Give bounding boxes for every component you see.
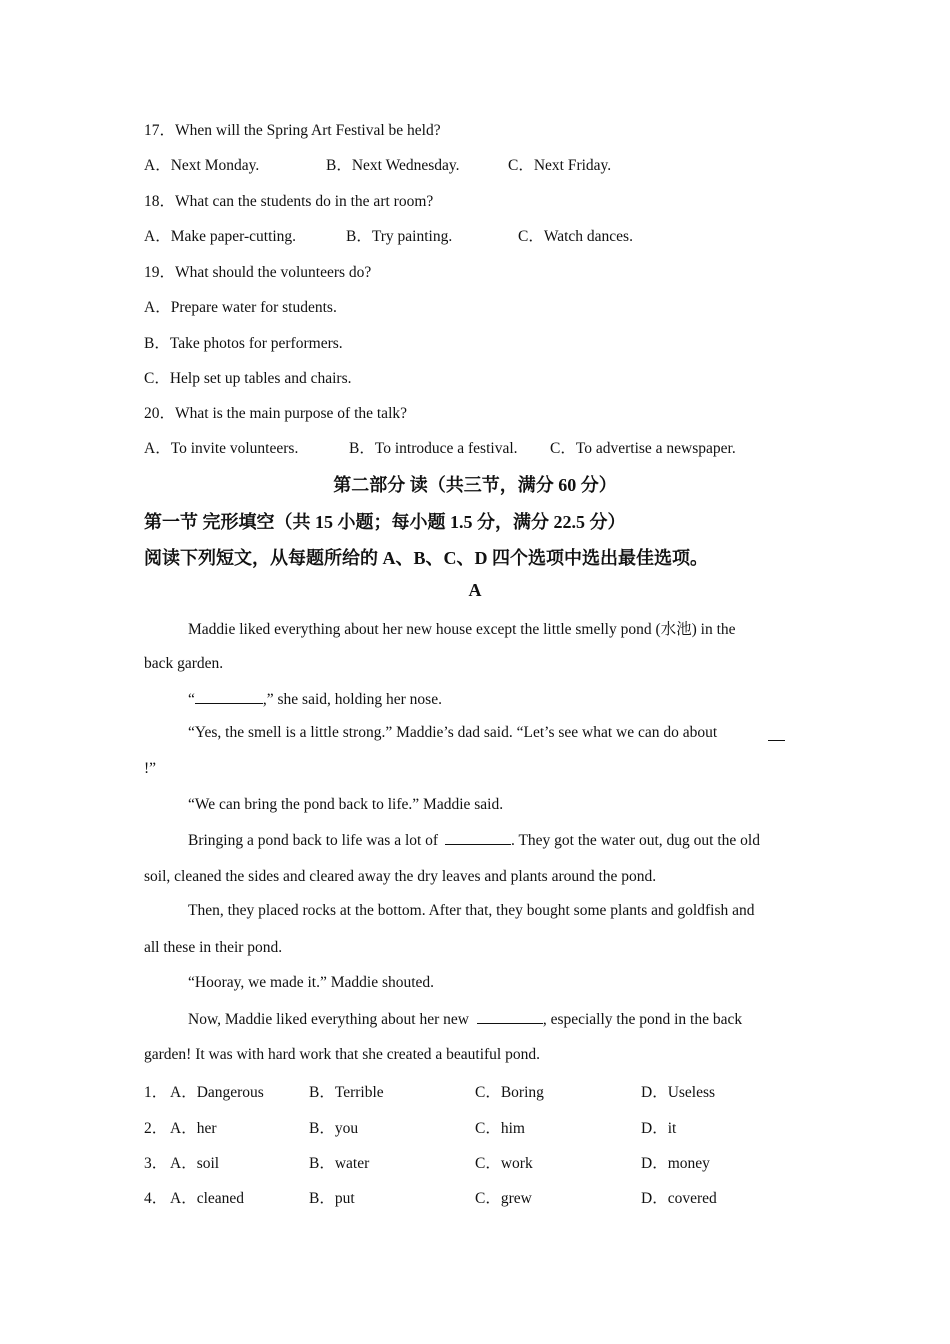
q18-option-a: A．Make paper-cutting. (144, 228, 297, 245)
blank-4 (477, 1009, 543, 1024)
cloze-4-option-d: D．covered (641, 1190, 717, 1207)
passage-p5-line2: soil, cleaned the sides and cleared away the dry leaves and plants around the pond. (144, 868, 657, 885)
cloze-3-number: 3． (144, 1155, 168, 1172)
passage-label: A (468, 580, 482, 600)
cloze-1-option-c: C．Boring (475, 1084, 544, 1101)
question-20: 20．What is the main purpose of the talk? (144, 405, 408, 422)
q19-option-c: C．Help set up tables and chairs. (144, 370, 352, 387)
cloze-3-option-d: D．money (641, 1155, 710, 1172)
passage-p7: “Hooray, we made it.” Maddie shouted. (188, 974, 435, 991)
q20-option-b: B．To introduce a festival. (349, 440, 518, 457)
passage-p6-line1: Then, they placed rocks at the bottom. After that, they bought some plants and goldfish and (188, 902, 755, 919)
cloze-3-option-c: C．work (475, 1155, 533, 1172)
p2-open-quote: “ (188, 691, 195, 708)
q18-option-c: C．Watch dances. (518, 228, 633, 245)
p8-pre: Now, Maddie liked everything about her new (188, 1011, 469, 1028)
cloze-2-option-a: A．her (170, 1120, 217, 1137)
blank-2 (768, 726, 785, 741)
passage-p4: “We can bring the pond back to life.” Maddie said. (188, 796, 504, 813)
p8-post: , especially the pond in the back (542, 1011, 743, 1028)
passage-p5 (188, 830, 760, 850)
q20-option-a: A．To invite volunteers. (144, 440, 299, 457)
cloze-2-option-b: B．you (309, 1120, 359, 1137)
instruction-text: 阅读下列短文，从每题所给的 A、B、C、D 四个选项中选出最佳选项。 (144, 548, 708, 568)
cloze-1-option-d: D．Useless (641, 1084, 716, 1101)
passage-p1-line2: back garden. (144, 655, 224, 672)
cloze-1-number: 1． (144, 1084, 168, 1101)
cloze-2-option-c: C．him (475, 1120, 525, 1137)
passage-p8 (188, 1009, 742, 1029)
cloze-4-option-b: B．put (309, 1190, 355, 1207)
question-18: 18．What can the students do in the art room? (144, 193, 434, 210)
q17-option-c: C．Next Friday. (508, 157, 612, 174)
section1-heading: 第一节 完形填空（共 15 小题；每小题 1.5 分，满分 22.5 分） (144, 512, 626, 532)
cloze-3-option-a: A．soil (170, 1155, 220, 1172)
q19-option-b: B．Take photos for performers. (144, 335, 343, 352)
blank-3 (445, 830, 511, 845)
question-17: 17．When will the Spring Art Festival be held? (144, 122, 441, 139)
p2-rest: ,” she said, holding her nose. (262, 691, 442, 708)
cloze-2-option-d: D．it (641, 1120, 677, 1137)
q20-option-c: C．To advertise a newspaper. (550, 440, 736, 457)
question-19: 19．What should the volunteers do? (144, 264, 372, 281)
passage-p1-line1: Maddie liked everything about her new house except the little smelly pond (水池) in the (188, 621, 736, 638)
q18-option-b: B．Try painting. (346, 228, 453, 245)
passage-p8-line2: garden! It was with hard work that she created a beautiful pond. (144, 1046, 540, 1063)
passage-p2 (188, 689, 442, 709)
q19-option-a: A．Prepare water for students. (144, 299, 337, 316)
cloze-3-option-b: B．water (309, 1155, 370, 1172)
cloze-1-option-b: B．Terrible (309, 1084, 384, 1101)
blank-1 (195, 689, 263, 704)
p5-pre: Bringing a pond back to life was a lot of (188, 832, 439, 849)
cloze-2-number: 2． (144, 1120, 168, 1137)
cloze-4-option-a: A．cleaned (170, 1190, 245, 1207)
p3-text: “Yes, the smell is a little strong.” Maddie’s dad said. “Let’s see what we can do about (188, 724, 718, 741)
q17-option-a: A．Next Monday. (144, 157, 260, 174)
passage-p3-end: !” (144, 760, 157, 777)
cloze-4-number: 4． (144, 1190, 168, 1207)
part2-title: 第二部分 读（共三节，满分 60 分） (333, 475, 617, 495)
cloze-4-option-c: C．grew (475, 1190, 532, 1207)
passage-p3 (188, 724, 717, 742)
q17-option-b: B．Next Wednesday. (326, 157, 460, 174)
cloze-1-option-a: A．Dangerous (170, 1084, 264, 1101)
passage-p6-line2: all these in their pond. (144, 939, 283, 956)
p5-post: . They got the water out, dug out the old (510, 832, 760, 849)
